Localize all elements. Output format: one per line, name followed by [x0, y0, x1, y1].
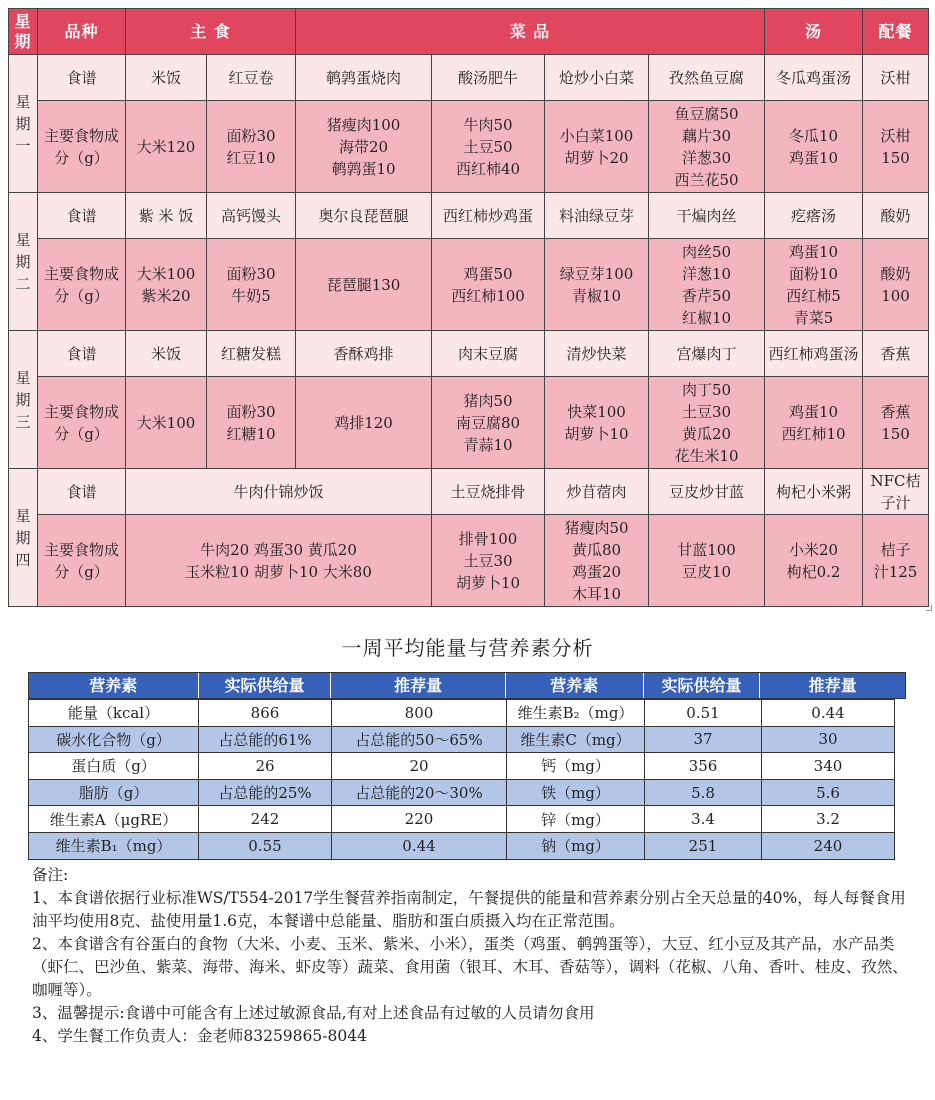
note-item: 3、温馨提示:食谱中可能含有上述过敏源食品,有对上述食品有过敏的人员请勿食用 [32, 1004, 595, 1022]
ingredient-line: 面粉30 [226, 264, 276, 283]
nutrition-row [29, 832, 895, 859]
recipe-cell: 红糖发糕 [207, 331, 296, 377]
ingredient-line: 甘蓝100 [677, 540, 736, 559]
ingredient-cell [649, 515, 765, 607]
ingredient-cell [545, 377, 649, 469]
ingredient-cell [126, 239, 207, 331]
ingredient-line: 排骨100 [458, 529, 518, 548]
ingredient-line: 汁125 [873, 562, 918, 581]
actual-supply: 占总能的25% [199, 779, 332, 806]
recommended: 20 [332, 753, 507, 780]
ingredient-line: 胡萝卜10 [564, 424, 629, 443]
nutrient-name: 锌（mg） [507, 806, 645, 833]
ingredient-cell [863, 515, 929, 607]
recipe-cell: 冬瓜鸡蛋汤 [765, 55, 863, 101]
analysis-col-header: 实际供给量 [199, 673, 332, 698]
ingredient-line: 土豆50 [463, 137, 513, 156]
ingredient-line: 枸杞0.2 [786, 562, 841, 581]
header-day: 星期 [9, 9, 38, 55]
ingredient-line: 南豆腐80 [455, 413, 521, 432]
ingredient-line: 香蕉 [880, 402, 911, 421]
actual-supply: 0.55 [199, 832, 332, 859]
recipe-cell: 紫 米 饭 [126, 193, 207, 239]
actual-supply: 251 [645, 832, 762, 859]
nutrition-row [29, 779, 895, 806]
ingredient-row-monday [9, 101, 929, 193]
ingredient-line: 琵琶腿130 [326, 275, 401, 294]
recommended: 800 [332, 700, 507, 727]
ingredient-line: 鸡蛋50 [463, 264, 513, 283]
recipe-cell: 酸奶 [863, 193, 929, 239]
ingredient-line: 黄瓜80 [571, 540, 622, 559]
ingredient-line: 青菜5 [793, 308, 834, 327]
ingredient-cell [296, 377, 432, 469]
ingredient-line: 大米100 [136, 264, 196, 283]
recommended: 0.44 [332, 832, 507, 859]
ingredient-line: 面粉10 [788, 264, 839, 283]
ingredient-line: 青椒10 [571, 286, 622, 305]
ingredient-row-wednesday [9, 377, 929, 469]
ingredient-cell [207, 377, 296, 469]
ingredient-line: 红椒10 [681, 308, 732, 327]
ingredient-line: 大米100 [136, 413, 196, 432]
nutrient-name: 维生素C（mg） [507, 726, 645, 753]
ingredient-cell [863, 101, 929, 193]
notes-section [32, 864, 912, 1048]
actual-supply: 占总能的61% [199, 726, 332, 753]
nutrient-name: 维生素A（μgRE） [29, 806, 199, 833]
analysis-header-row [28, 672, 906, 699]
nutrient-name: 蛋白质（g） [29, 753, 199, 780]
recipe-row-tuesday [9, 193, 929, 239]
ingredient-line: 红豆10 [226, 148, 276, 167]
ingredient-line: 木耳10 [571, 584, 622, 603]
ingredient-line: 面粉30 [226, 126, 276, 145]
actual-supply: 0.51 [645, 700, 762, 727]
recipe-cell: 红豆卷 [207, 55, 296, 101]
recipe-cell: 西红柿鸡蛋汤 [765, 331, 863, 377]
ingredient-line: 牛肉20 鸡蛋30 黄瓜20 [200, 540, 357, 559]
recipe-cell: 牛肉什锦炒饭 [126, 469, 432, 515]
day-label-monday: 星期一 [9, 55, 38, 193]
nutrient-name: 钙（mg） [507, 753, 645, 780]
recipe-row-monday [9, 55, 929, 101]
ingredient-line: 豆皮10 [681, 562, 732, 581]
recommended: 0.44 [762, 700, 895, 727]
ingredient-cell [649, 101, 765, 193]
recommended: 占总能的20～30% [332, 779, 507, 806]
ingredient-cell [649, 239, 765, 331]
note-item: 1、本食谱依据行业标准WS/T554-2017学生餐营养指南制定，午餐提供的能量和营养素分别占全天总量的40%，每人每餐食用油平均使用8克、盐使用量1.6克，本餐谱中总能量、脂肪和蛋白质摄入均在正常范围。 [32, 889, 906, 930]
recipe-cell: 米饭 [126, 55, 207, 101]
ingredient-line: 绿豆芽100 [559, 264, 634, 283]
ingredient-cell [863, 239, 929, 331]
ingredient-line: 西兰花50 [674, 170, 739, 189]
ingredient-line: 黄瓜20 [681, 424, 732, 443]
recipe-cell: 孜然鱼豆腐 [649, 55, 765, 101]
recommended: 30 [762, 726, 895, 753]
recipe-cell: 料油绿豆芽 [545, 193, 649, 239]
ingredient-cell [296, 239, 432, 331]
ingredient-line: 胡萝卜20 [564, 148, 629, 167]
recipe-cell: NFC桔子汁 [863, 469, 929, 515]
ingredient-cell [765, 377, 863, 469]
header-kind: 品种 [38, 9, 126, 55]
ingredient-line: 香芹50 [681, 286, 732, 305]
ingredient-line: 快菜100 [567, 402, 626, 421]
nutrition-row [29, 753, 895, 780]
nutrient-name: 能量（kcal） [29, 700, 199, 727]
day-label-wednesday: 星期三 [9, 331, 38, 469]
recipe-cell: 肉末豆腐 [432, 331, 545, 377]
ingredient-line: 牛奶5 [231, 286, 271, 305]
ingredient-line: 青蒜10 [463, 435, 513, 454]
ingredient-line: 红糖10 [226, 424, 276, 443]
ingredient-line: 花生米10 [674, 446, 739, 465]
ingredient-line: 西红柿5 [786, 286, 841, 305]
analysis-col-header: 推荐量 [760, 673, 905, 698]
recipe-row-wednesday [9, 331, 929, 377]
header-side: 配餐 [863, 9, 929, 55]
ingredient-row-tuesday [9, 239, 929, 331]
analysis-col-header: 营养素 [506, 673, 644, 698]
note-item: 2、本食谱含有谷蛋白的食物（大米、小麦、玉米、紫米、小米），蛋类（鸡蛋、鹌鹑蛋等），大豆、红小豆及其产品，水产品类（虾仁、巴沙鱼、紫菜、海带、海米、虾皮等）蔬菜、食用菌（银耳、木耳、香菇等），调料（花椒、八角、香叶、桂皮、孜然、咖喱等）。 [32, 935, 908, 999]
ingredient-cell [863, 377, 929, 469]
recipe-cell: 西红柿炒鸡蛋 [432, 193, 545, 239]
ingredient-row-label: 主要食物成分（g） [38, 239, 126, 331]
page-corner-mark [926, 605, 932, 611]
menu-header-row [9, 9, 929, 55]
ingredient-row-label: 主要食物成分（g） [38, 515, 126, 607]
analysis-title: 一周平均能量与营养素分析 [341, 636, 594, 660]
ingredient-cell [432, 101, 545, 193]
ingredient-line: 玉米粒10 胡萝卜10 大米80 [185, 562, 372, 581]
recipe-cell: 香蕉 [863, 331, 929, 377]
ingredient-line: 藕片30 [681, 126, 732, 145]
analysis-col-header: 营养素 [29, 673, 199, 698]
ingredient-line: 胡萝卜10 [455, 573, 521, 592]
ingredient-line: 100 [881, 286, 910, 305]
recipe-row-label: 食谱 [38, 55, 126, 101]
recipe-cell: 香酥鸡排 [296, 331, 432, 377]
ingredient-line: 小白菜100 [559, 126, 634, 145]
note-item: 4、学生餐工作负责人：金老师83259865-8044 [32, 1027, 367, 1045]
ingredient-cell [207, 101, 296, 193]
recipe-cell: 酸汤肥牛 [432, 55, 545, 101]
ingredient-line: 150 [881, 424, 910, 443]
nutrition-row [29, 700, 895, 727]
recommended: 220 [332, 806, 507, 833]
ingredient-line: 肉丝50 [681, 242, 732, 261]
ingredient-line: 鱼豆腐50 [674, 104, 739, 123]
ingredient-line: 猪肉50 [463, 391, 513, 410]
ingredient-row-thursday [9, 515, 929, 607]
weekly-menu-table [8, 8, 929, 607]
ingredient-line: 鸡蛋20 [571, 562, 622, 581]
ingredient-line: 鹌鹑蛋10 [331, 159, 396, 178]
ingredient-line: 西红柿10 [781, 424, 846, 443]
header-staple: 主 食 [126, 9, 296, 55]
ingredient-line: 150 [881, 148, 910, 167]
nutrient-name: 钠（mg） [507, 832, 645, 859]
ingredient-line: 小米20 [788, 540, 839, 559]
ingredient-cell [432, 377, 545, 469]
ingredient-line: 猪瘦肉50 [564, 518, 629, 537]
recipe-cell: 宫爆肉丁 [649, 331, 765, 377]
ingredient-cell [765, 515, 863, 607]
ingredient-line: 洋葱30 [681, 148, 732, 167]
ingredient-line: 沃柑 [880, 126, 911, 145]
ingredient-cell [126, 101, 207, 193]
ingredient-line: 鸡蛋10 [788, 148, 839, 167]
actual-supply: 356 [645, 753, 762, 780]
recipe-row-label: 食谱 [38, 193, 126, 239]
recommended: 占总能的50～65% [332, 726, 507, 753]
nutrient-name: 碳水化合物（g） [29, 726, 199, 753]
nutrition-row [29, 726, 895, 753]
ingredient-line: 大米120 [136, 137, 196, 156]
ingredient-line: 猪瘦肉100 [326, 115, 401, 134]
ingredient-line: 西红柿100 [451, 286, 525, 305]
nutrient-name: 维生素B₂（mg） [507, 700, 645, 727]
recipe-cell: 疙瘩汤 [765, 193, 863, 239]
recipe-cell: 枸杞小米粥 [765, 469, 863, 515]
actual-supply: 26 [199, 753, 332, 780]
ingredient-cell [207, 239, 296, 331]
ingredient-line: 鸡蛋10 [788, 242, 839, 261]
ingredient-cell [545, 239, 649, 331]
recommended: 5.6 [762, 779, 895, 806]
recipe-cell: 鹌鹑蛋烧肉 [296, 55, 432, 101]
ingredient-line: 西红柿40 [455, 159, 521, 178]
nutrition-row [29, 806, 895, 833]
ingredient-cell [432, 515, 545, 607]
ingredient-row-label: 主要食物成分（g） [38, 377, 126, 469]
ingredient-cell [765, 239, 863, 331]
ingredient-line: 酸奶 [880, 264, 911, 283]
recipe-cell: 沃柑 [863, 55, 929, 101]
ingredient-line: 鸡排120 [334, 413, 393, 432]
ingredient-cell [432, 239, 545, 331]
recipe-cell: 奥尔良琵琶腿 [296, 193, 432, 239]
ingredient-line: 肉丁50 [681, 380, 732, 399]
ingredient-line: 鸡蛋10 [788, 402, 839, 421]
ingredient-cell [126, 515, 432, 607]
nutrient-name: 维生素B₁（mg） [29, 832, 199, 859]
analysis-col-header: 推荐量 [331, 673, 506, 698]
recipe-row-thursday [9, 469, 929, 515]
recommended: 3.2 [762, 806, 895, 833]
recipe-cell: 豆皮炒甘蓝 [649, 469, 765, 515]
ingredient-line: 桔子 [880, 540, 911, 559]
recipe-cell: 米饭 [126, 331, 207, 377]
ingredient-line: 土豆30 [681, 402, 732, 421]
recipe-row-label: 食谱 [38, 331, 126, 377]
ingredient-line: 紫米20 [141, 286, 191, 305]
ingredient-line: 面粉30 [226, 402, 276, 421]
recipe-cell: 炝炒小白菜 [545, 55, 649, 101]
header-dishes: 菜 品 [296, 9, 765, 55]
recommended: 240 [762, 832, 895, 859]
actual-supply: 866 [199, 700, 332, 727]
ingredient-cell [545, 101, 649, 193]
nutrient-name: 脂肪（g） [29, 779, 199, 806]
actual-supply: 242 [199, 806, 332, 833]
actual-supply: 5.8 [645, 779, 762, 806]
ingredient-line: 冬瓜10 [788, 126, 839, 145]
analysis-col-header: 实际供给量 [644, 673, 761, 698]
actual-supply: 37 [645, 726, 762, 753]
nutrition-table [28, 699, 895, 860]
recipe-row-label: 食谱 [38, 469, 126, 515]
ingredient-line: 洋葱10 [681, 264, 732, 283]
recipe-cell: 高钙馒头 [207, 193, 296, 239]
nutrient-name: 铁（mg） [507, 779, 645, 806]
recommended: 340 [762, 753, 895, 780]
ingredient-line: 海带20 [338, 137, 389, 156]
ingredient-cell [545, 515, 649, 607]
ingredient-cell [765, 101, 863, 193]
recipe-cell: 炒苜蓿肉 [545, 469, 649, 515]
day-label-thursday: 星期四 [9, 469, 38, 607]
notes-heading: 备注: [32, 866, 69, 884]
recipe-cell: 清炒快菜 [545, 331, 649, 377]
ingredient-cell [649, 377, 765, 469]
ingredient-line: 牛肉50 [463, 115, 513, 134]
actual-supply: 3.4 [645, 806, 762, 833]
ingredient-line: 土豆30 [463, 551, 513, 570]
ingredient-cell [126, 377, 207, 469]
ingredient-row-label: 主要食物成分（g） [38, 101, 126, 193]
ingredient-cell [296, 101, 432, 193]
recipe-cell: 土豆烧排骨 [432, 469, 545, 515]
recipe-cell: 干煸肉丝 [649, 193, 765, 239]
day-label-tuesday: 星期二 [9, 193, 38, 331]
header-soup: 汤 [765, 9, 863, 55]
